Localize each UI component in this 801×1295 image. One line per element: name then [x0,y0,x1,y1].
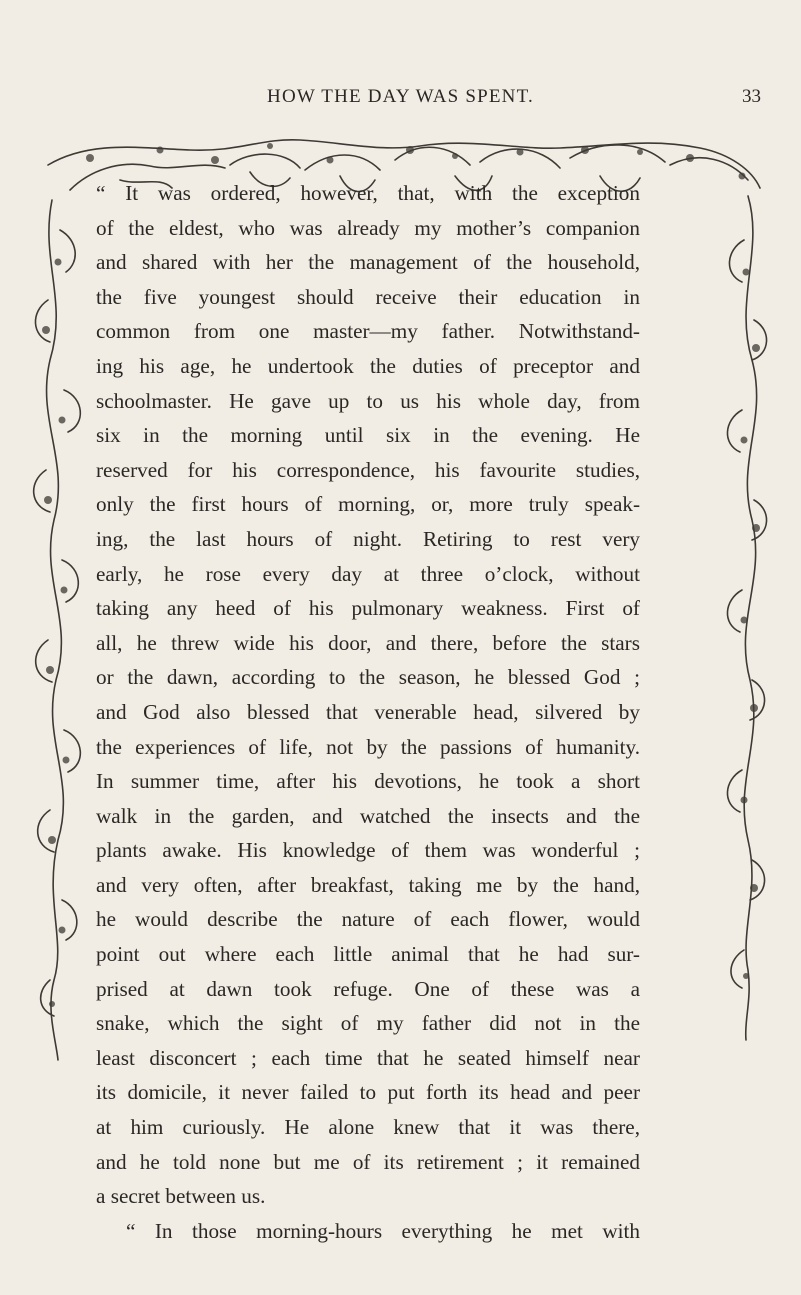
text-line: ing his age, he undertook the duties of preceptor and [96,353,640,378]
text-line: its domicile, it never failed to put forth its head and peer [96,1080,640,1105]
text-line: least disconcert ; each time that he seated himself near [96,1045,640,1070]
text-line: the experiences of life, not by the passions of humanity. [96,734,640,759]
page-number: 33 [742,86,761,107]
text-line: “ In those morning-hours everything he met with [126,1218,640,1243]
text-line: common from one master—my father. Notwithstand- [96,319,640,344]
text-line: the five youngest should receive their education in [96,284,640,309]
text-line: plants awake. His knowledge of them was wonderful ; [96,838,640,863]
text-line: and God also blessed that venerable head, silvered by [96,699,640,724]
text-line: ing, the last hours of night. Retiring to rest very [96,526,640,551]
text-line: and he told none but me of its retirement ; it remained [96,1149,640,1174]
text-line: In summer time, after his devotions, he took a short [96,769,640,794]
text-line: taking any heed of his pulmonary weakness. First of [96,596,640,621]
text-line: he would describe the nature of each flower, would [96,907,640,932]
text-line: a secret between us. [96,1184,266,1209]
text-line: “ It was ordered, however, that, with the exception [96,181,640,205]
text-line: schoolmaster. He gave up to us his whole day, from [96,388,640,413]
body-text [96,176,640,1248]
text-line: and shared with her the management of the household, [96,250,640,275]
text-line: of the eldest, who was already my mother’s companion [96,215,640,240]
text-line: prised at dawn took refuge. One of these was a [96,976,640,1001]
text-line: only the first hours of morning, or, more truly speak- [96,492,640,517]
running-title: HOW THE DAY WAS SPENT. [267,86,534,107]
text-line: six in the morning until six in the evening. He [96,423,640,448]
text-line: walk in the garden, and watched the insects and the [96,803,640,828]
text-line: and very often, after breakfast, taking me by the hand, [96,872,640,897]
text-line: point out where each little animal that he had sur- [96,942,640,967]
text-line: or the dawn, according to the season, he blessed God ; [96,665,640,690]
text-line: all, he threw wide his door, and there, before the stars [96,630,640,655]
text-line: early, he rose every day at three o’clock, without [96,561,640,586]
text-line: reserved for his correspondence, his favourite studies, [96,457,640,482]
text-line: at him curiously. He alone knew that it was there, [96,1115,640,1140]
text-line: snake, which the sight of my father did not in the [96,1011,640,1036]
